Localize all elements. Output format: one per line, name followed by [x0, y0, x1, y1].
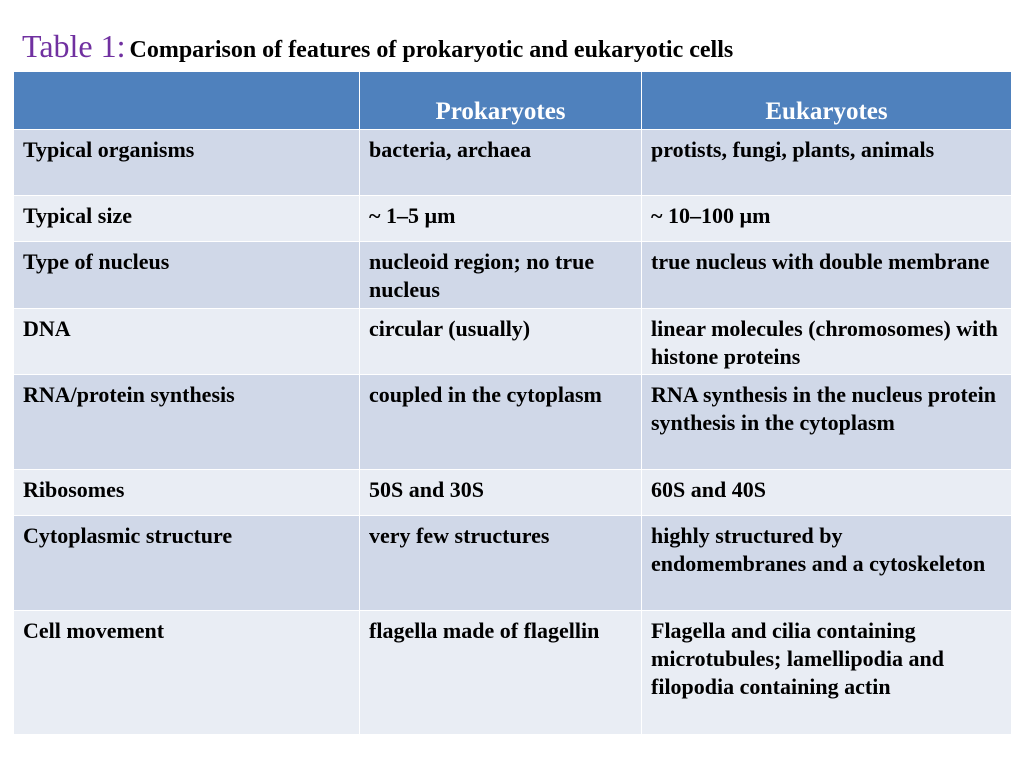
table-row: [14, 242, 1012, 309]
prokaryote-cell: coupled in the cytoplasm: [360, 375, 642, 470]
feature-cell: Typical size: [14, 196, 360, 242]
eukaryote-cell: Flagella and cilia containing microtubules; lamellipodia and filopodia containing actin: [642, 611, 1012, 735]
feature-cell: Ribosomes: [14, 470, 360, 516]
table-caption: Comparison of features of prokaryotic and eukaryotic cells: [129, 37, 734, 63]
table-row: [14, 516, 1012, 611]
eukaryote-cell: ~ 10–100 µm: [642, 196, 1012, 242]
eukaryote-cell: highly structured by endomembranes and a cytoskeleton: [642, 516, 1012, 611]
prokaryote-cell: nucleoid region; no true nucleus: [360, 242, 642, 309]
table-row: [14, 470, 1012, 516]
feature-cell: Cell movement: [14, 611, 360, 735]
prokaryote-cell: bacteria, archaea: [360, 130, 642, 196]
eukaryote-cell: 60S and 40S: [642, 470, 1012, 516]
table-row: [14, 196, 1012, 242]
eukaryote-cell: linear molecules (chromosomes) with histone proteins: [642, 309, 1012, 375]
eukaryote-cell: protists, fungi, plants, animals: [642, 130, 1012, 196]
header-cell-prokaryotes: Prokaryotes: [360, 72, 642, 130]
header-row: [14, 72, 1012, 130]
feature-cell: Typical organisms: [14, 130, 360, 196]
eukaryote-cell: RNA synthesis in the nucleus protein synthesis in the cytoplasm: [642, 375, 1012, 470]
prokaryote-cell: very few structures: [360, 516, 642, 611]
header-cell-eukaryotes: Eukaryotes: [642, 72, 1012, 130]
eukaryote-cell: true nucleus with double membrane: [642, 242, 1012, 309]
prokaryote-cell: flagella made of flagellin: [360, 611, 642, 735]
feature-cell: DNA: [14, 309, 360, 375]
table-row: [14, 130, 1012, 196]
prokaryote-cell: ~ 1–5 µm: [360, 196, 642, 242]
table-row: [14, 611, 1012, 735]
table-row: [14, 309, 1012, 375]
slide-title: [22, 28, 733, 65]
feature-cell: RNA/protein synthesis: [14, 375, 360, 470]
table-row: [14, 375, 1012, 470]
table-number-label: Table 1:: [22, 28, 126, 64]
header-cell-feature: [14, 72, 360, 130]
prokaryote-cell: circular (usually): [360, 309, 642, 375]
feature-cell: Cytoplasmic structure: [14, 516, 360, 611]
feature-cell: Type of nucleus: [14, 242, 360, 309]
comparison-table: [13, 72, 1012, 735]
prokaryote-cell: 50S and 30S: [360, 470, 642, 516]
